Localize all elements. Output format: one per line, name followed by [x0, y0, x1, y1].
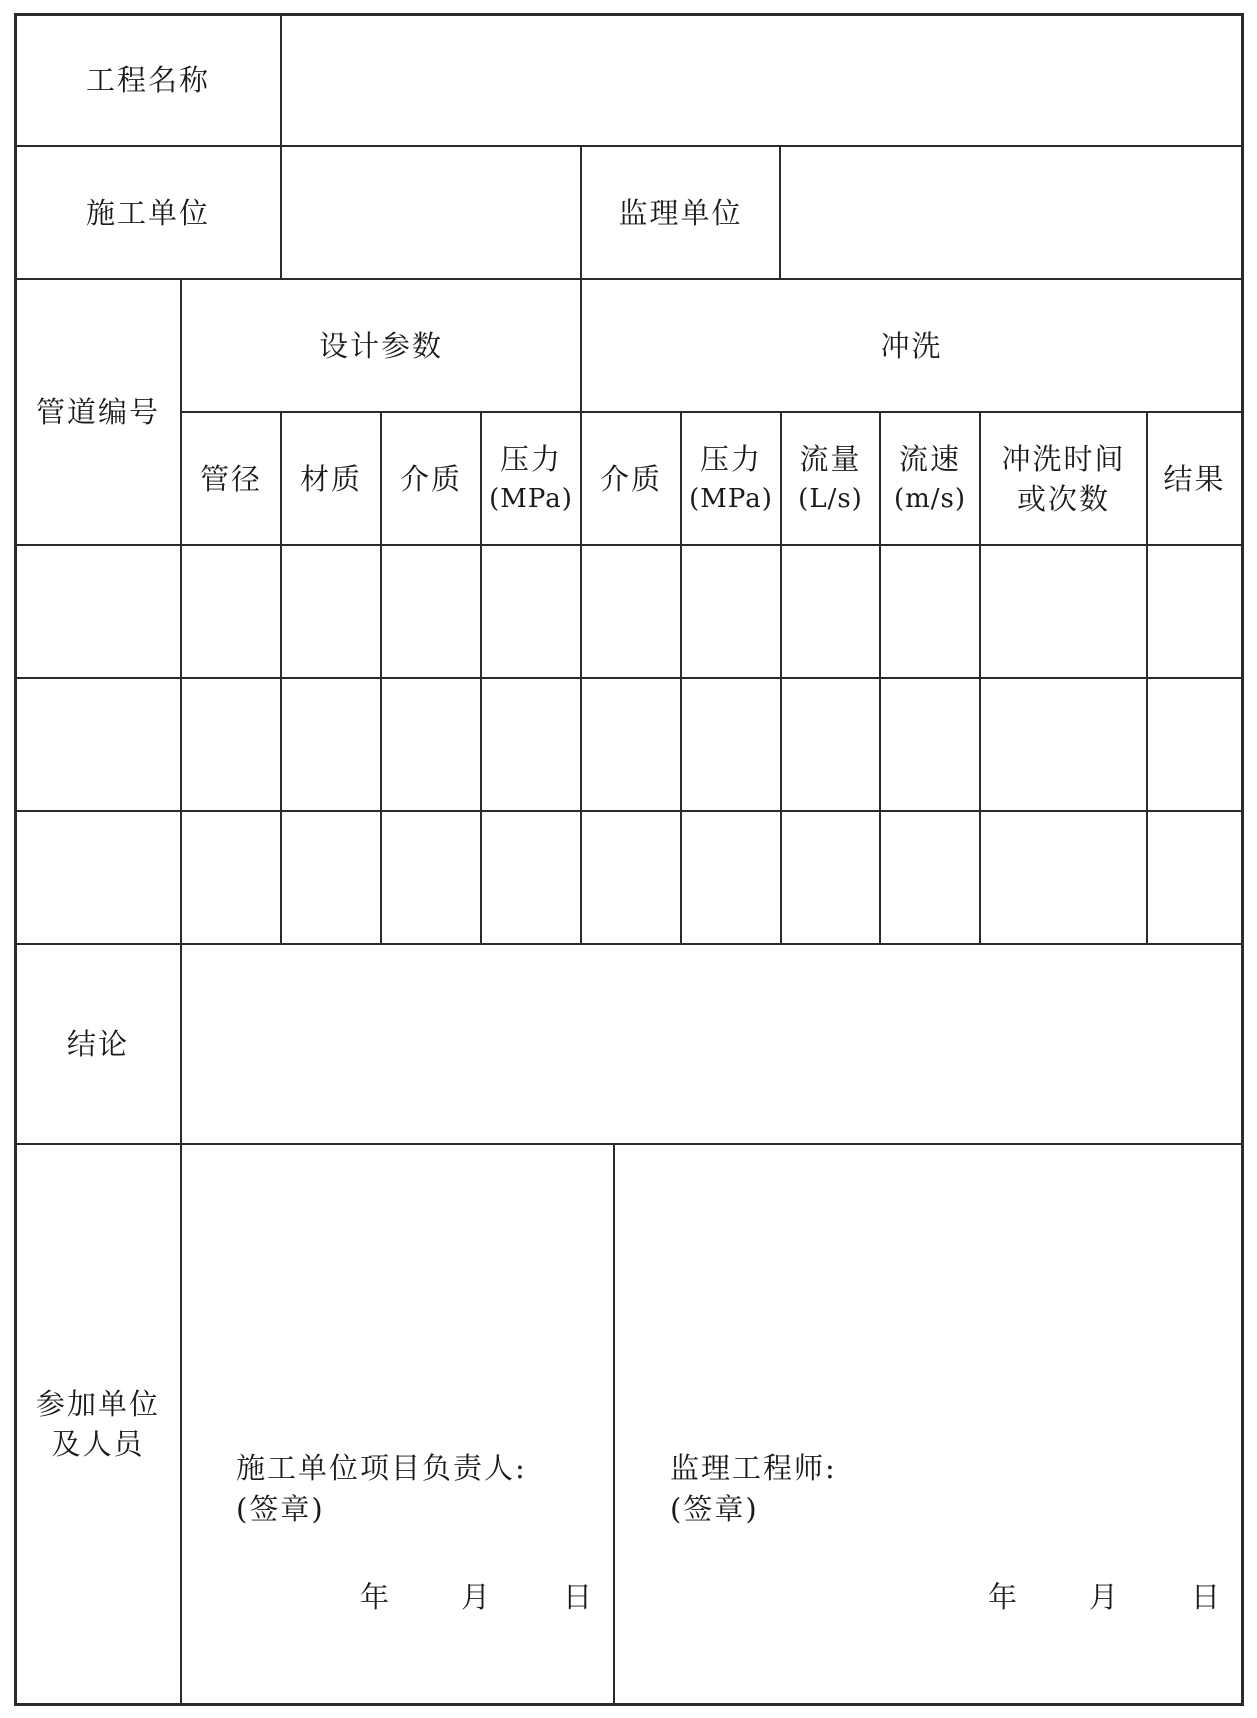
supervision-date-month: 月 — [1089, 1580, 1120, 1614]
construction-date-month: 月 — [461, 1580, 492, 1614]
flush-label: 冲洗 — [880, 328, 943, 363]
construction-sign-title: 施工单位项目负责人: — [236, 1451, 527, 1485]
rule-sign-split — [613, 1143, 615, 1706]
construction-unit-label: 施工单位 — [85, 195, 210, 230]
col-header-material — [282, 413, 380, 544]
table-row[interactable] — [16, 812, 1241, 943]
col-header-text: 流量 — [799, 441, 862, 476]
supervision-sign-seal: (签章) — [670, 1492, 759, 1526]
col-header-text: 冲洗时间 — [1001, 441, 1126, 476]
supervision-unit-value[interactable] — [781, 147, 1241, 278]
col-header-text: 材质 — [299, 461, 362, 496]
col-header-flush-time — [981, 413, 1146, 544]
design-params-label: 设计参数 — [318, 328, 443, 363]
border-right — [1241, 13, 1244, 1706]
conclusion-value[interactable] — [182, 945, 1241, 1143]
supervision-date-day: 日 — [1191, 1580, 1222, 1614]
conclusion-label: 结论 — [66, 1027, 129, 1061]
col-header-text: 结果 — [1163, 461, 1226, 496]
col-header-flush-pressure — [682, 413, 780, 544]
col-header-pipe-diameter — [182, 413, 280, 544]
col-header-unit: (L/s) — [798, 483, 863, 514]
col-header-design-pressure — [482, 413, 580, 544]
project-name-value[interactable] — [282, 15, 1241, 145]
project-name-label: 工程名称 — [85, 63, 210, 97]
pipeline-number-label: 管道编号 — [35, 395, 160, 429]
table-row[interactable] — [16, 546, 1241, 677]
col-header-design-medium — [382, 413, 480, 544]
construction-unit-value[interactable] — [282, 147, 580, 278]
col-header-text: 压力 — [499, 441, 562, 476]
construction-date-year: 年 — [360, 1580, 391, 1614]
participants-label — [16, 1145, 180, 1703]
construction-date-day: 日 — [563, 1580, 594, 1614]
supervision-sign-title: 监理工程师: — [670, 1451, 837, 1485]
col-header-text: 流速 — [898, 441, 961, 476]
col-header-text: 管径 — [199, 461, 262, 496]
col-header-result — [1148, 413, 1241, 544]
table-row[interactable] — [16, 679, 1241, 810]
col-header-text: 介质 — [599, 461, 662, 496]
col-header-flow-velocity — [881, 413, 979, 544]
col-header-text-line2: 或次数 — [1016, 481, 1110, 516]
col-header-text: 压力 — [699, 441, 762, 476]
col-header-unit: (MPa) — [689, 483, 773, 514]
construction-sign-seal: (签章) — [236, 1492, 325, 1526]
col-header-flow-rate — [782, 413, 879, 544]
col-header-unit: (m/s) — [893, 483, 967, 514]
participants-label-line1: 参加单位 — [35, 1387, 160, 1421]
supervision-date-year: 年 — [988, 1580, 1019, 1614]
rule-row-7 — [14, 1143, 1244, 1145]
supervision-unit-label: 监理单位 — [618, 195, 743, 230]
col-header-text: 介质 — [399, 461, 462, 496]
participants-label-line2: 及人员 — [51, 1427, 145, 1461]
col-header-flush-medium — [582, 413, 680, 544]
col-header-unit: (MPa) — [489, 483, 573, 514]
border-bottom — [14, 1703, 1244, 1706]
